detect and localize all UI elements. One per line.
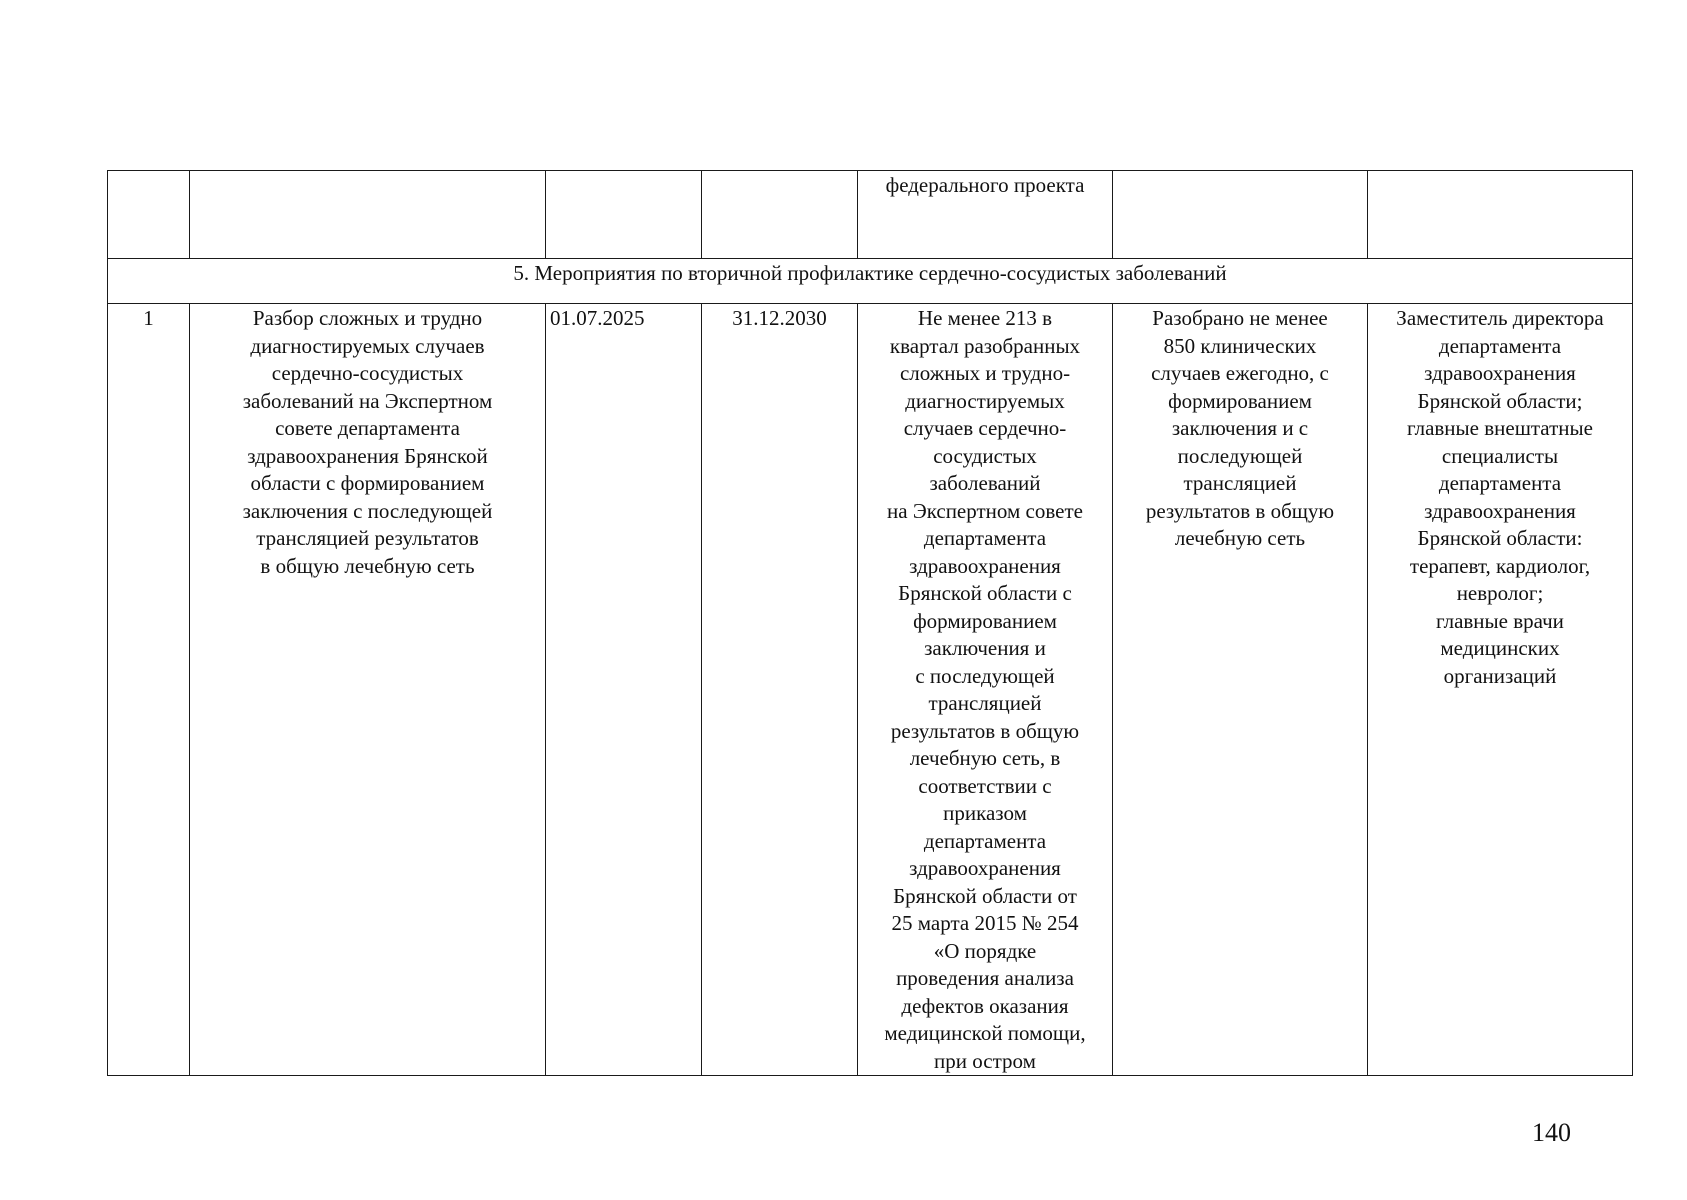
- activity-description: Разбор сложных и трудно диагностируемых случаев сердечно-сосудистых заболеваний на Экспертном совете департамента здравоохранения Брянской области с формированием заключения с последующей трансляцией результатов в общую лечебную сеть: [190, 304, 546, 1076]
- responsible-text: Заместитель директора департамента здравоохранения Брянской области; главные внештатные специалисты департамента здравоохранения Брянской области: терапевт, кардиолог, невролог; главные врачи медицинских организаций: [1368, 304, 1633, 1076]
- row-number: 1: [108, 304, 190, 1076]
- continuation-row: [108, 171, 1633, 259]
- indicator-continued-text: федерального проекта: [885, 173, 1085, 197]
- section-header-row: [108, 259, 1633, 304]
- activities-table: [107, 170, 1633, 1076]
- start-date: 01.07.2025: [546, 304, 702, 1076]
- cell-indicator-continued: [858, 171, 1113, 259]
- page-number: 140: [1532, 1118, 1571, 1147]
- cell-end-empty: [702, 171, 858, 259]
- cell-responsible-empty: [1368, 171, 1633, 259]
- section-title: 5. Мероприятия по вторичной профилактике сердечно-сосудистых заболеваний: [108, 259, 1633, 304]
- end-date: 31.12.2030: [702, 304, 858, 1076]
- cell-start-empty: [546, 171, 702, 259]
- table-row: [108, 304, 1633, 1076]
- cell-number-empty: [108, 171, 190, 259]
- indicator-text: Не менее 213 в квартал разобранных сложных и трудно- диагностируемых случаев сердечно- сосудистых заболеваний на Экспертном совете департамента здравоохранения Брянской области с формированием заключения и с последующей трансляцией результатов в общую лечебную сеть, в соответствии с приказом департамента здравоохранения Брянской области от 25 марта 2015 № 254 «О порядке проведения анализа дефектов оказания медицинской помощи, при остром: [858, 304, 1113, 1076]
- result-text: Разобрано не менее 850 клинических случаев ежегодно, с формированием заключения и с последующей трансляцией результатов в общую лечебную сеть: [1113, 304, 1368, 1076]
- cell-activity-empty: [190, 171, 546, 259]
- cell-result-empty: [1113, 171, 1368, 259]
